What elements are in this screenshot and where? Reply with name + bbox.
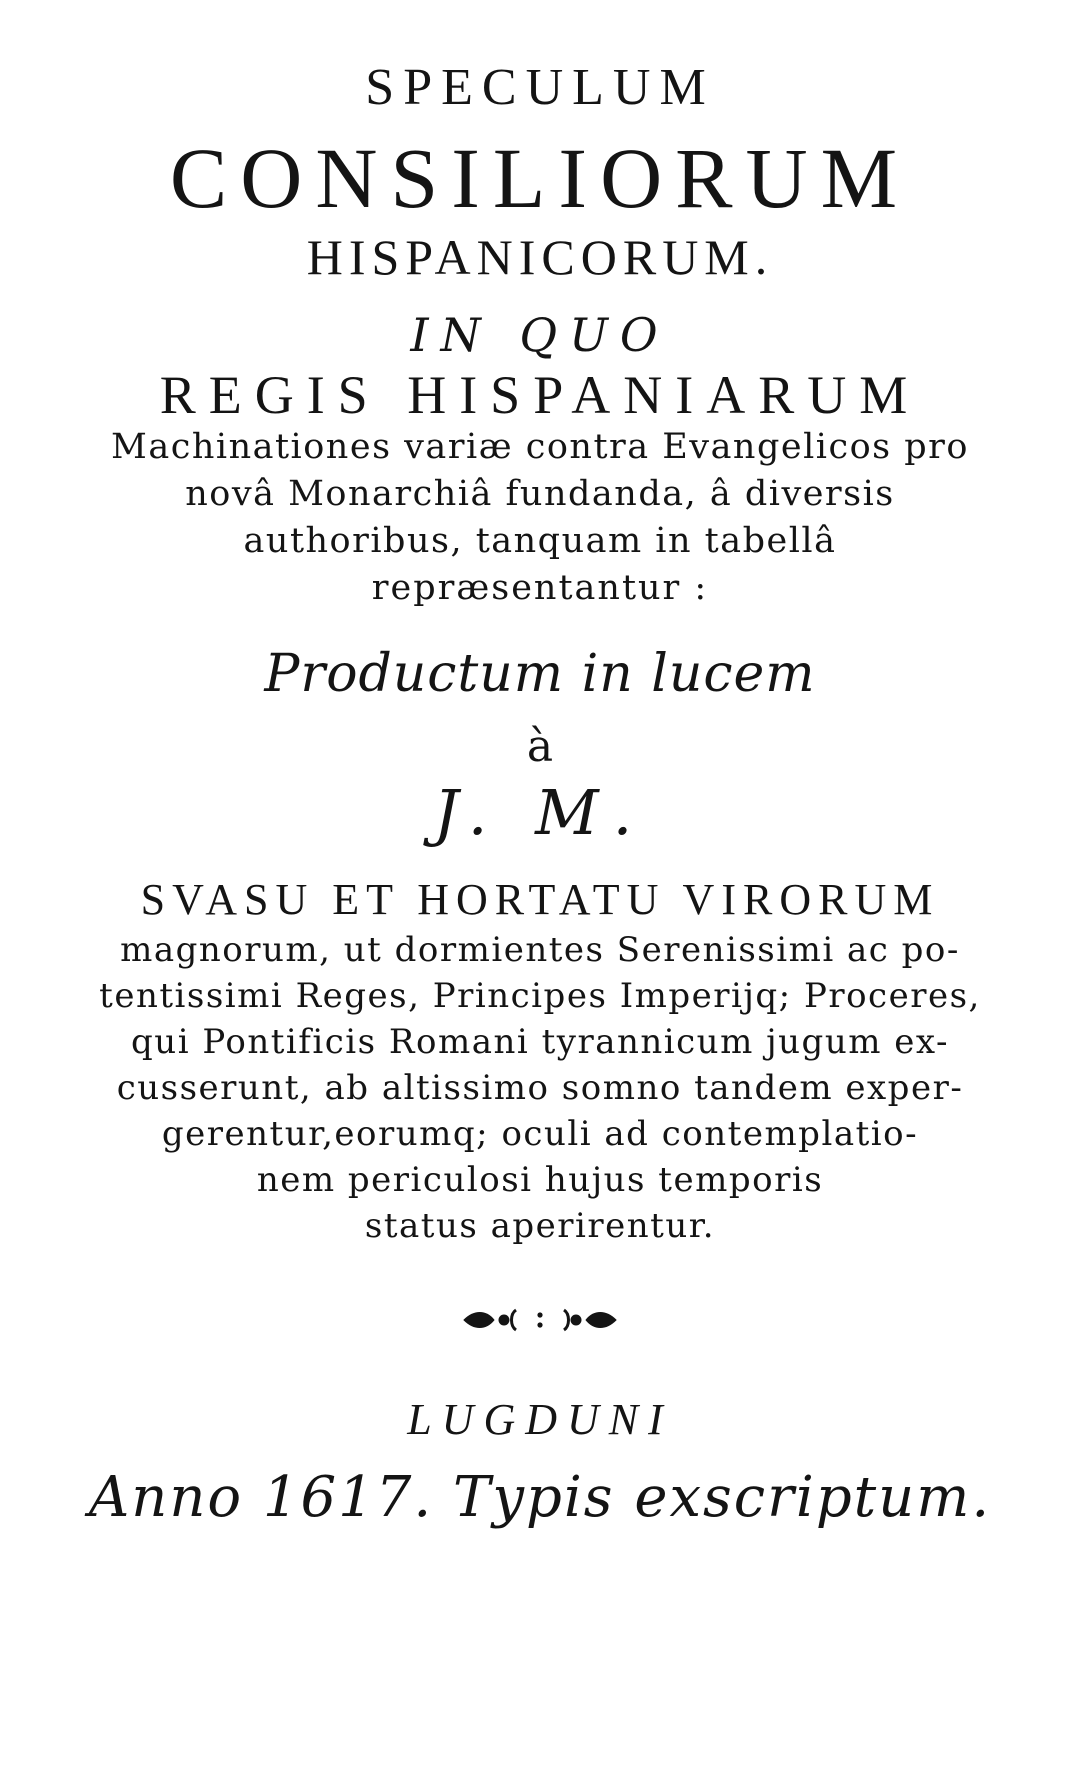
title-line-regis-hispaniarum: REGIS HISPANIARUM bbox=[159, 365, 921, 425]
title-line-hispanicorum: HISPANICORUM. bbox=[306, 229, 774, 285]
description-line: Machinationes variæ contra Evangelicos pro bbox=[111, 427, 969, 467]
exhortation-line: nem periculosi hujus temporis bbox=[256, 1160, 824, 1200]
exhortation-line: status aperirentur. bbox=[364, 1206, 716, 1246]
description-line: novâ Monarchiâ fundanda, â diversis bbox=[185, 474, 895, 514]
title-line-speculum: SPECULUM bbox=[365, 59, 715, 116]
exhortation-line: magnorum, ut dormientes Serenissimi ac po- bbox=[120, 930, 960, 970]
exhortation-line: gerentur,eorumq; oculi ad contemplatio- bbox=[161, 1114, 919, 1154]
production-preposition: à bbox=[526, 721, 554, 772]
imprint-place: LUGDUNI bbox=[407, 1395, 673, 1444]
exhortation-line: cusserunt, ab altissimo somno tandem exper- bbox=[116, 1068, 964, 1108]
exhortation-heading: SVASU ET HORTATU VIRORUM bbox=[140, 875, 940, 924]
exhortation-line: qui Pontificis Romani tyrannicum jugum ex- bbox=[131, 1022, 949, 1062]
title-line-consiliorum: CONSILIORUM bbox=[169, 130, 911, 226]
description-line: authoribus, tanquam in tabellâ bbox=[243, 521, 837, 561]
imprint-date: Anno 1617. Typis exscriptum. bbox=[88, 1465, 992, 1530]
author-initials: J. M. bbox=[433, 776, 647, 849]
exhortation-line: tentissimi Reges, Principes Imperijq; Proceres, bbox=[99, 976, 981, 1016]
production-line: Productum in lucem bbox=[264, 644, 816, 704]
title-line-in-quo: IN QUO bbox=[410, 308, 670, 362]
description-line: repræsentantur : bbox=[371, 568, 709, 608]
printers-ornament-icon bbox=[0, 1302, 1080, 1342]
